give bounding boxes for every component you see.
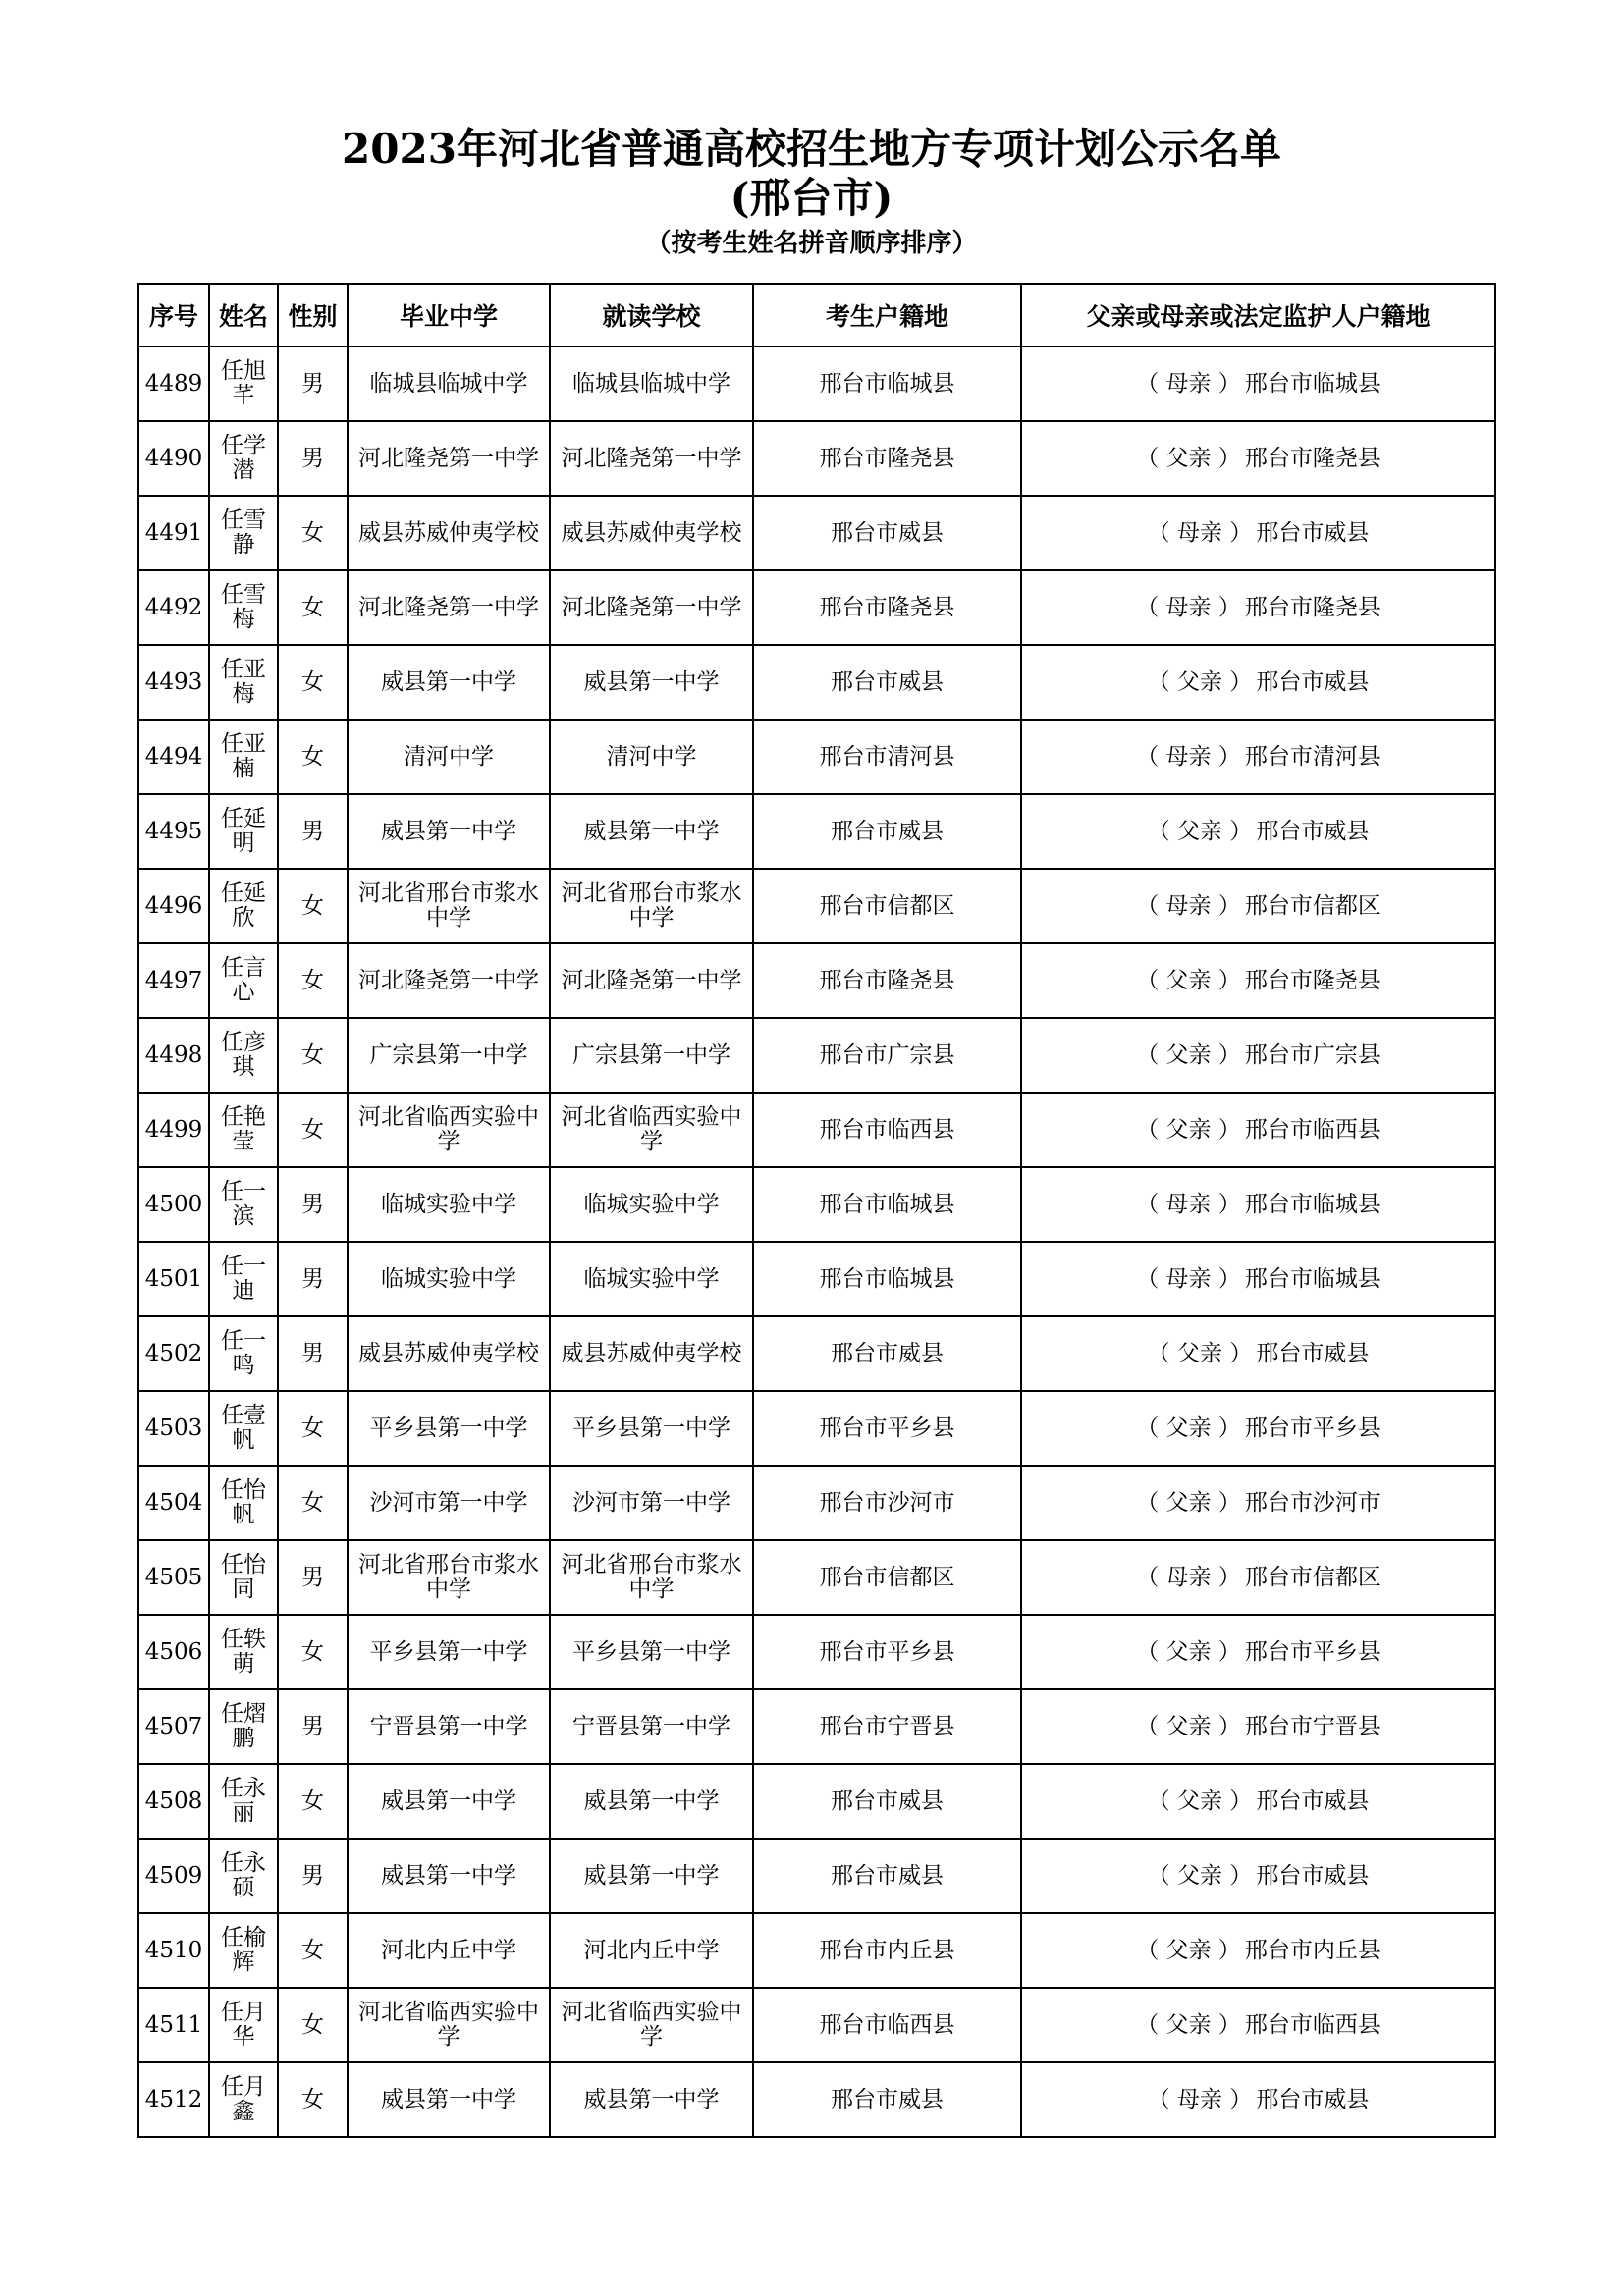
cell-name: 任壹帆 [209,1391,278,1466]
guardian-place: 邢台市威县 [1256,519,1370,546]
table-row [138,570,1495,645]
cell-residence: 邢台市威县 [753,645,1021,720]
guardian-place: 邢台市临西县 [1244,1116,1380,1143]
cell-grad-school: 河北隆尧第一中学 [348,570,550,645]
guardian-place: 邢台市沙河市 [1244,1489,1380,1516]
cell-residence: 邢台市宁晋县 [753,1689,1021,1764]
cell-study-school: 河北隆尧第一中学 [550,943,753,1018]
cell-name: 任怡帆 [209,1466,278,1540]
cell-study-school: 河北隆尧第一中学 [550,421,753,496]
cell-residence: 邢台市信都区 [753,1540,1021,1615]
guardian-relation: （ 父亲 ） [1136,1638,1241,1665]
sort-note: （按考生姓名拼音顺序排序） [645,229,978,258]
cell-gender: 女 [278,1391,348,1466]
table-row [138,1466,1495,1540]
cell-guardian-residence [1021,720,1495,794]
guardian-relation: （ 父亲 ） [1147,1788,1253,1814]
header-name: 姓名 [209,284,278,347]
cell-no: 4500 [138,1167,209,1242]
cell-grad-school: 河北省临西实验中学 [348,1988,550,2062]
cell-grad-school: 威县第一中学 [348,2062,550,2137]
cell-gender: 女 [278,2062,348,2137]
cell-name: 任延明 [209,794,278,869]
cell-grad-school: 河北省临西实验中学 [348,1093,550,1167]
cell-name: 任月华 [209,1988,278,2062]
table-row [138,869,1495,943]
cell-no: 4495 [138,794,209,869]
cell-study-school: 平乡县第一中学 [550,1391,753,1466]
cell-residence: 邢台市内丘县 [753,1913,1021,1988]
cell-residence: 邢台市威县 [753,794,1021,869]
cell-gender: 女 [278,1018,348,1093]
header-grad-school: 毕业中学 [348,284,550,347]
cell-name: 任一迪 [209,1242,278,1316]
cell-gender: 男 [278,1839,348,1913]
cell-gender: 女 [278,496,348,570]
cell-name: 任月鑫 [209,2062,278,2137]
table-row [138,1764,1495,1839]
guardian-relation: （ 父亲 ） [1136,2011,1241,2038]
cell-grad-school: 河北省邢台市浆水中学 [348,869,550,943]
cell-study-school: 广宗县第一中学 [550,1018,753,1093]
cell-gender: 男 [278,1540,348,1615]
cell-name: 任一滨 [209,1167,278,1242]
document-subtitle: (邢台市) [730,174,893,222]
cell-no: 4512 [138,2062,209,2137]
cell-gender: 女 [278,720,348,794]
cell-gender: 男 [278,347,348,421]
cell-no: 4503 [138,1391,209,1466]
cell-residence: 邢台市隆尧县 [753,943,1021,1018]
document-title: 2023年河北省普通高校招生地方专项计划公示名单 [342,125,1281,173]
cell-name: 任雪静 [209,496,278,570]
cell-study-school: 威县苏威仲夷学校 [550,1316,753,1391]
cell-gender: 女 [278,1615,348,1689]
cell-study-school: 威县第一中学 [550,2062,753,2137]
guardian-place: 邢台市隆尧县 [1244,967,1380,993]
guardian-place: 邢台市威县 [1256,668,1370,695]
cell-grad-school: 平乡县第一中学 [348,1615,550,1689]
cell-name: 任榆辉 [209,1913,278,1988]
cell-residence: 邢台市临西县 [753,1988,1021,2062]
cell-no: 4506 [138,1615,209,1689]
cell-residence: 邢台市临城县 [753,1242,1021,1316]
cell-no: 4493 [138,645,209,720]
cell-grad-school: 平乡县第一中学 [348,1391,550,1466]
cell-no: 4489 [138,347,209,421]
cell-study-school: 临城实验中学 [550,1242,753,1316]
table-row [138,720,1495,794]
cell-grad-school: 河北隆尧第一中学 [348,421,550,496]
cell-study-school: 平乡县第一中学 [550,1615,753,1689]
guardian-place: 邢台市清河县 [1244,743,1380,770]
cell-no: 4510 [138,1913,209,1988]
cell-grad-school: 威县第一中学 [348,794,550,869]
table-row [138,1913,1495,1988]
guardian-place: 邢台市威县 [1256,2086,1370,2112]
cell-no: 4507 [138,1689,209,1764]
guardian-relation: （ 母亲 ） [1136,1564,1241,1590]
guardian-place: 邢台市临西县 [1244,2011,1380,2038]
cell-no: 4497 [138,943,209,1018]
cell-study-school: 威县第一中学 [550,1839,753,1913]
guardian-place: 邢台市信都区 [1244,1564,1380,1590]
cell-grad-school: 沙河市第一中学 [348,1466,550,1540]
cell-name: 任亚梅 [209,645,278,720]
cell-guardian-residence [1021,1540,1495,1615]
cell-no: 4505 [138,1540,209,1615]
cell-name: 任熠鹏 [209,1689,278,1764]
guardian-relation: （ 父亲 ） [1136,1713,1241,1739]
cell-guardian-residence [1021,1615,1495,1689]
cell-guardian-residence [1021,421,1495,496]
cell-no: 4494 [138,720,209,794]
cell-gender: 男 [278,1689,348,1764]
cell-gender: 男 [278,421,348,496]
cell-guardian-residence [1021,1764,1495,1839]
cell-grad-school: 河北内丘中学 [348,1913,550,1988]
cell-study-school: 宁晋县第一中学 [550,1689,753,1764]
cell-study-school: 河北省邢台市浆水中学 [550,1540,753,1615]
cell-study-school: 威县第一中学 [550,645,753,720]
cell-guardian-residence [1021,869,1495,943]
cell-grad-school: 临城实验中学 [348,1167,550,1242]
cell-name: 任彦琪 [209,1018,278,1093]
guardian-relation: （ 母亲 ） [1136,370,1241,397]
table-row [138,1615,1495,1689]
cell-grad-school: 清河中学 [348,720,550,794]
cell-no: 4499 [138,1093,209,1167]
cell-residence: 邢台市平乡县 [753,1391,1021,1466]
guardian-relation: （ 父亲 ） [1136,445,1241,471]
cell-gender: 男 [278,794,348,869]
cell-gender: 女 [278,1764,348,1839]
guardian-relation: （ 母亲 ） [1136,892,1241,919]
cell-study-school: 河北省邢台市浆水中学 [550,869,753,943]
guardian-relation: （ 父亲 ） [1136,1116,1241,1143]
table-row [138,1391,1495,1466]
table-row [138,794,1495,869]
table-row [138,347,1495,421]
cell-gender: 女 [278,1466,348,1540]
cell-name: 任亚楠 [209,720,278,794]
cell-residence: 邢台市沙河市 [753,1466,1021,1540]
header-residence: 考生户籍地 [753,284,1021,347]
cell-grad-school: 河北隆尧第一中学 [348,943,550,1018]
guardian-relation: （ 父亲 ） [1136,1041,1241,1068]
cell-study-school: 河北隆尧第一中学 [550,570,753,645]
cell-name: 任怡同 [209,1540,278,1615]
cell-no: 4502 [138,1316,209,1391]
cell-gender: 女 [278,1913,348,1988]
cell-grad-school: 威县苏威仲夷学校 [348,496,550,570]
guardian-relation: （ 父亲 ） [1136,1415,1241,1441]
cell-name: 任艳莹 [209,1093,278,1167]
cell-gender: 男 [278,1167,348,1242]
cell-no: 4508 [138,1764,209,1839]
cell-gender: 男 [278,1242,348,1316]
cell-guardian-residence [1021,2062,1495,2137]
table-row [138,1988,1495,2062]
cell-guardian-residence [1021,645,1495,720]
cell-guardian-residence [1021,347,1495,421]
cell-guardian-residence [1021,1316,1495,1391]
guardian-place: 邢台市平乡县 [1244,1415,1380,1441]
cell-name: 任一鸣 [209,1316,278,1391]
guardian-place: 邢台市威县 [1256,1788,1370,1814]
header-guardian-residence: 父亲或母亲或法定监护人户籍地 [1021,284,1495,347]
cell-guardian-residence [1021,1466,1495,1540]
guardian-relation: （ 母亲 ） [1147,519,1253,546]
cell-no: 4504 [138,1466,209,1540]
table-row [138,1167,1495,1242]
cell-residence: 邢台市广宗县 [753,1018,1021,1093]
guardian-place: 邢台市威县 [1256,1862,1370,1889]
cell-grad-school: 广宗县第一中学 [348,1018,550,1093]
table-row [138,1689,1495,1764]
header-gender: 性别 [278,284,348,347]
cell-guardian-residence [1021,794,1495,869]
guardian-relation: （ 父亲 ） [1136,1937,1241,1963]
header-no: 序号 [138,284,209,347]
cell-study-school: 威县苏威仲夷学校 [550,496,753,570]
cell-residence: 邢台市威县 [753,1764,1021,1839]
cell-study-school: 河北省临西实验中学 [550,1093,753,1167]
cell-residence: 邢台市威县 [753,1839,1021,1913]
cell-grad-school: 威县第一中学 [348,1764,550,1839]
cell-grad-school: 临城县临城中学 [348,347,550,421]
cell-gender: 女 [278,943,348,1018]
cell-no: 4509 [138,1839,209,1913]
cell-no: 4496 [138,869,209,943]
cell-residence: 邢台市临西县 [753,1093,1021,1167]
guardian-place: 邢台市威县 [1256,818,1370,844]
cell-name: 任轶萌 [209,1615,278,1689]
guardian-place: 邢台市宁晋县 [1244,1713,1380,1739]
cell-guardian-residence [1021,1093,1495,1167]
cell-grad-school: 威县第一中学 [348,1839,550,1913]
cell-no: 4501 [138,1242,209,1316]
table-row [138,1540,1495,1615]
cell-name: 任雪梅 [209,570,278,645]
cell-gender: 女 [278,570,348,645]
cell-guardian-residence [1021,570,1495,645]
table-row [138,943,1495,1018]
cell-name: 任永丽 [209,1764,278,1839]
cell-guardian-residence [1021,943,1495,1018]
guardian-place: 邢台市隆尧县 [1244,445,1380,471]
cell-study-school: 清河中学 [550,720,753,794]
guardian-place: 邢台市临城县 [1244,1191,1380,1217]
cell-grad-school: 河北省邢台市浆水中学 [348,1540,550,1615]
header-row [138,284,1495,347]
cell-study-school: 沙河市第一中学 [550,1466,753,1540]
cell-no: 4511 [138,1988,209,2062]
guardian-place: 邢台市隆尧县 [1244,594,1380,620]
cell-no: 4490 [138,421,209,496]
cell-gender: 女 [278,869,348,943]
roster-body [138,347,1495,2137]
cell-guardian-residence [1021,1391,1495,1466]
roster-table [137,283,1496,2138]
table-row [138,1316,1495,1391]
guardian-place: 邢台市平乡县 [1244,1638,1380,1665]
guardian-place: 邢台市内丘县 [1244,1937,1380,1963]
cell-no: 4498 [138,1018,209,1093]
cell-residence: 邢台市威县 [753,496,1021,570]
cell-residence: 邢台市临城县 [753,1167,1021,1242]
cell-grad-school: 临城实验中学 [348,1242,550,1316]
cell-guardian-residence [1021,496,1495,570]
table-row [138,1242,1495,1316]
cell-residence: 邢台市威县 [753,2062,1021,2137]
cell-guardian-residence [1021,1839,1495,1913]
cell-residence: 邢台市平乡县 [753,1615,1021,1689]
cell-study-school: 威县第一中学 [550,1764,753,1839]
cell-guardian-residence [1021,1167,1495,1242]
guardian-relation: （ 母亲 ） [1136,1265,1241,1292]
cell-guardian-residence [1021,1913,1495,1988]
table-row [138,2062,1495,2137]
header-study-school: 就读学校 [550,284,753,347]
cell-residence: 邢台市临城县 [753,347,1021,421]
guardian-place: 邢台市广宗县 [1244,1041,1380,1068]
cell-study-school: 河北省临西实验中学 [550,1988,753,2062]
cell-residence: 邢台市信都区 [753,869,1021,943]
cell-gender: 女 [278,1093,348,1167]
table-row [138,421,1495,496]
cell-study-school: 临城县临城中学 [550,347,753,421]
cell-study-school: 威县第一中学 [550,794,753,869]
cell-name: 任言心 [209,943,278,1018]
table-row [138,1093,1495,1167]
cell-gender: 女 [278,645,348,720]
guardian-relation: （ 父亲 ） [1147,1340,1253,1366]
cell-gender: 女 [278,1988,348,2062]
cell-grad-school: 威县第一中学 [348,645,550,720]
guardian-relation: （ 母亲 ） [1136,594,1241,620]
cell-no: 4492 [138,570,209,645]
cell-guardian-residence [1021,1988,1495,2062]
guardian-place: 邢台市信都区 [1244,892,1380,919]
cell-residence: 邢台市隆尧县 [753,570,1021,645]
cell-name: 任延欣 [209,869,278,943]
cell-gender: 男 [278,1316,348,1391]
cell-residence: 邢台市隆尧县 [753,421,1021,496]
guardian-place: 邢台市临城县 [1244,1265,1380,1292]
guardian-relation: （ 父亲 ） [1147,668,1253,695]
cell-guardian-residence [1021,1242,1495,1316]
guardian-relation: （ 父亲 ） [1136,1489,1241,1516]
cell-residence: 邢台市威县 [753,1316,1021,1391]
guardian-place: 邢台市威县 [1256,1340,1370,1366]
guardian-relation: （ 父亲 ） [1136,967,1241,993]
table-row [138,496,1495,570]
cell-guardian-residence [1021,1689,1495,1764]
cell-grad-school: 威县苏威仲夷学校 [348,1316,550,1391]
cell-name: 任永硕 [209,1839,278,1913]
guardian-relation: （ 父亲 ） [1147,1862,1253,1889]
cell-guardian-residence [1021,1018,1495,1093]
guardian-relation: （ 母亲 ） [1136,743,1241,770]
cell-no: 4491 [138,496,209,570]
table-row [138,1839,1495,1913]
cell-study-school: 临城实验中学 [550,1167,753,1242]
guardian-place: 邢台市临城县 [1244,370,1380,397]
cell-name: 任旭芊 [209,347,278,421]
cell-name: 任学潜 [209,421,278,496]
table-row [138,1018,1495,1093]
guardian-relation: （ 父亲 ） [1147,818,1253,844]
table-row [138,645,1495,720]
guardian-relation: （ 母亲 ） [1147,2086,1253,2112]
cell-grad-school: 宁晋县第一中学 [348,1689,550,1764]
guardian-relation: （ 母亲 ） [1136,1191,1241,1217]
cell-study-school: 河北内丘中学 [550,1913,753,1988]
cell-residence: 邢台市清河县 [753,720,1021,794]
